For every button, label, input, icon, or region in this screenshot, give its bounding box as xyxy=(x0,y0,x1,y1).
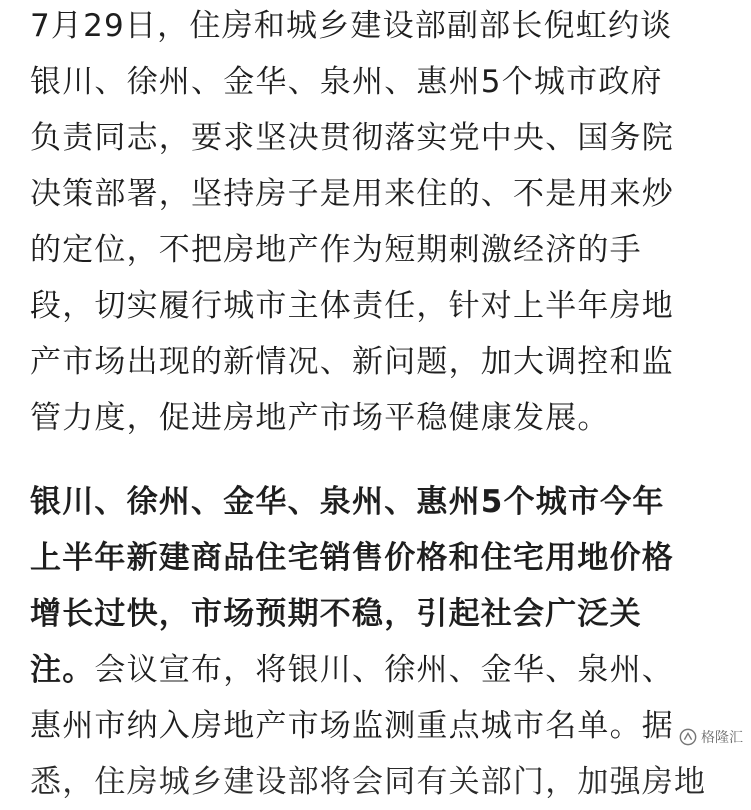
paragraph-2-bold-fragment: 注。 xyxy=(30,652,95,688)
paragraph-2-bold-line: 增长过快，市场预期不稳，引起社会广泛关 xyxy=(30,596,642,632)
paragraph-1-line: 决策部署，坚持房子是用来住的、不是用来炒 xyxy=(30,176,674,212)
watermark xyxy=(675,725,747,749)
gelonghui-logo-icon xyxy=(679,728,697,746)
paragraph-2-bold-line: 上半年新建商品住宅销售价格和住宅用地价格 xyxy=(30,540,674,576)
watermark-text: 格隆汇 xyxy=(701,730,743,746)
paragraph-2-regular-fragment: 会议宣布，将银川、徐州、金华、泉州、 xyxy=(94,652,675,688)
paragraph-1-line: 的定位，不把房地产作为短期刺激经济的手 xyxy=(30,232,642,268)
paragraph-1 xyxy=(30,0,674,446)
paragraph-1-line: 7月29日，住房和城乡建设部副部长倪虹约谈 xyxy=(30,8,673,44)
paragraph-1-line: 产市场出现的新情况、新问题，加大调控和监 xyxy=(30,344,674,380)
paragraph-1-line: 负责同志，要求坚决贯彻落实党中央、国务院 xyxy=(30,120,674,156)
paragraph-1-line: 管力度，促进房地产市场平稳健康发展。 xyxy=(30,400,610,436)
paragraph-2-line: 惠州市纳入房地产市场监测重点城市名单。据 xyxy=(30,708,674,744)
paragraph-2-mixed-line xyxy=(30,642,706,698)
paragraph-2 xyxy=(30,474,706,810)
paragraph-1-line: 银川、徐州、金华、泉州、惠州5个城市政府 xyxy=(30,64,663,100)
paragraph-1-line: 段，切实履行城市主体责任，针对上半年房地 xyxy=(30,288,674,324)
paragraph-2-cut-line: 悉，住房城乡建设部将会同有关部门，加强房地 xyxy=(30,764,707,800)
paragraph-2-bold-line: 银川、徐州、金华、泉州、惠州5个城市今年 xyxy=(30,484,665,520)
